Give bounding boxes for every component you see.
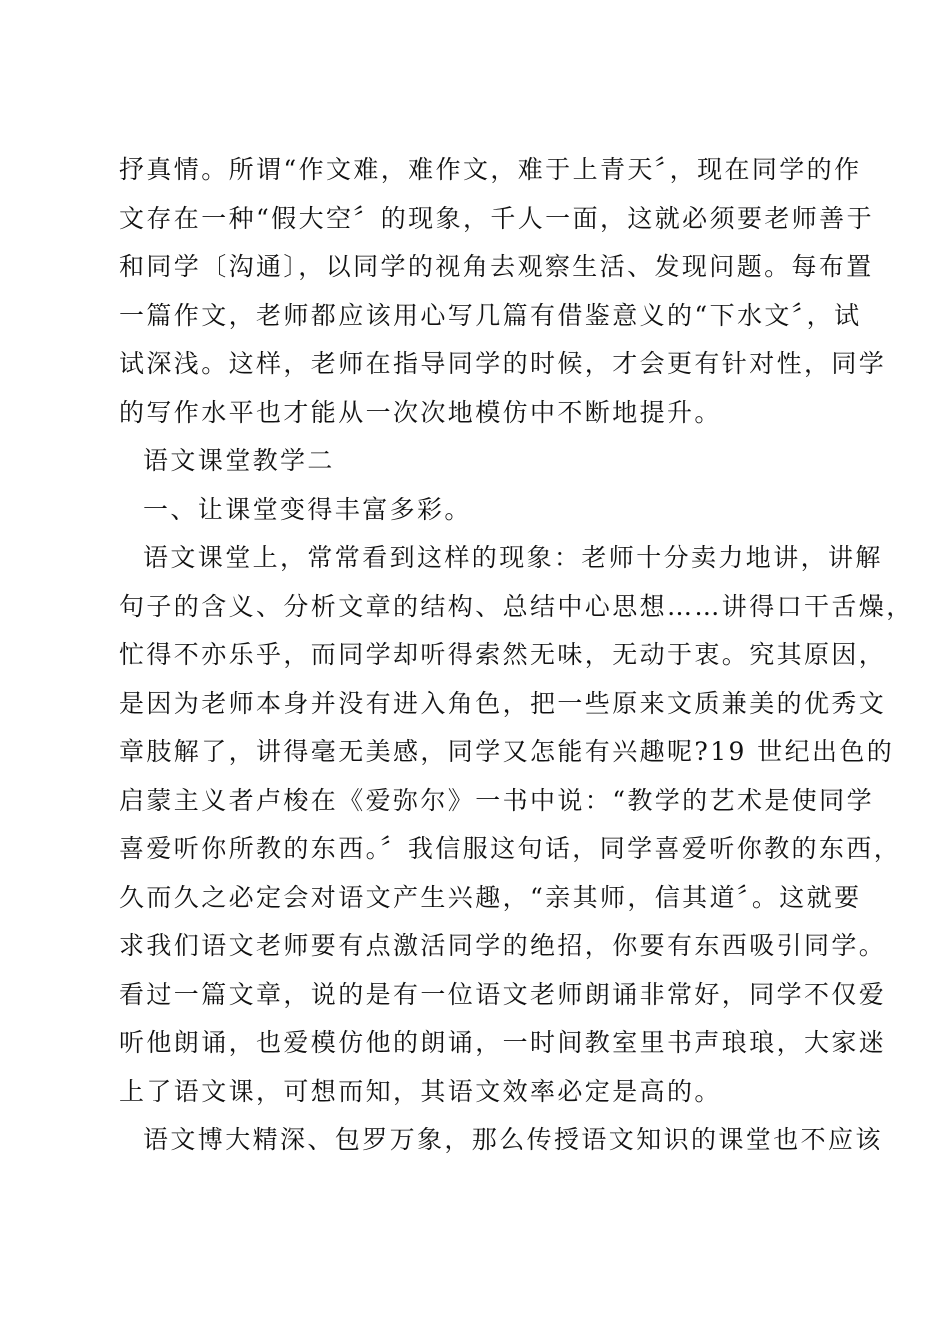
- text-line: 看过一篇文章，说的是有一位语文老师朗诵非常好，同学不仅爱: [119, 979, 887, 1009]
- text-line: 喜爱听你所教的东西。〞我信服这句话，同学喜爱听你教的东西，: [119, 834, 902, 863]
- text-line: 文存在一种“假大空〞的现象，千人一面，这就必须要老师善于: [119, 203, 874, 233]
- text-line: 抒真情。所谓“作文难，难作文，难于上青天〞，现在同学的作: [119, 155, 862, 184]
- subsection-heading: 一、让课堂变得丰富多彩。: [143, 494, 472, 524]
- text-line: 启蒙主义者卢梭在《爱弥尔》一书中说：“教学的艺术是使同学: [119, 785, 874, 815]
- text-line: 句子的含义、分析文章的结构、总结中心思想……讲得口干舌燥，: [119, 591, 914, 621]
- text-line: 久而久之必定会对语文产生兴趣，“亲其师，信其道〞。这就要: [119, 882, 862, 912]
- text-line: 章肢解了，讲得毫无美感，同学又怎能有兴趣呢?19 世纪出色的: [119, 737, 895, 766]
- text-line: 听他朗诵，也爱模仿他的朗诵，一时间教室里书声琅琅，大家迷: [119, 1028, 887, 1057]
- text-line: 求我们语文老师要有点激活同学的绝招，你要有东西吸引同学。: [119, 931, 887, 960]
- text-line: 是因为老师本身并没有进入角色，把一些原来文质兼美的优秀文: [119, 688, 887, 718]
- text-line: 和同学〔沟通〕，以同学的视角去观察生活、发现问题。每布置: [119, 252, 874, 281]
- text-line: 的写作水平也才能从一次次地模仿中不断地提升。: [119, 397, 722, 427]
- text-line: 上了语文课，可想而知，其语文效率必定是高的。: [119, 1076, 722, 1106]
- text-line: 忙得不亦乐乎，而同学却听得索然无味，无动于衷。究其原因，: [119, 640, 887, 669]
- section-heading: 语文课堂教学二: [143, 446, 335, 475]
- text-line: 语文博大精深、包罗万象，那么传授语文知识的课堂也不应该: [143, 1125, 883, 1154]
- text-line: 试深浅。这样，老师在指导同学的时候，才会更有针对性，同学: [119, 349, 887, 378]
- text-line: 一篇作文，老师都应该用心写几篇有借鉴意义的“下水文〞，试: [119, 300, 862, 330]
- document-body: [119, 146, 914, 1165]
- text-line: 语文课堂上，常常看到这样的现象：老师十分卖力地讲，讲解: [143, 543, 883, 572]
